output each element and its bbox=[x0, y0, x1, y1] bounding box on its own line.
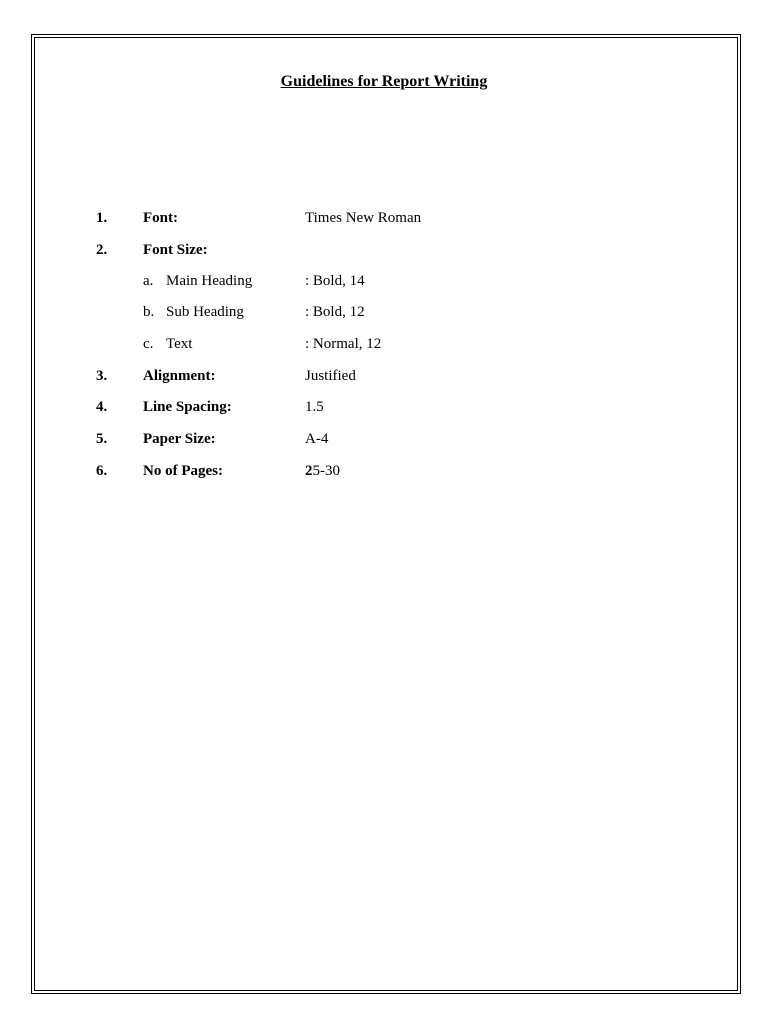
sub-item-letter: c. bbox=[143, 336, 154, 352]
item-label: Font Size: bbox=[143, 242, 208, 258]
item-value: A-4 bbox=[305, 431, 329, 447]
value-rest: 5-30 bbox=[312, 463, 340, 479]
value-bold-part: 2 bbox=[305, 463, 313, 479]
item-number: 6. bbox=[96, 463, 108, 479]
item-label: Alignment: bbox=[143, 368, 216, 384]
sub-item-label: Main Heading bbox=[166, 273, 253, 289]
item-number: 5. bbox=[96, 431, 108, 447]
sub-item-letter: a. bbox=[143, 273, 154, 289]
sub-item-value: : Normal, 12 bbox=[305, 336, 382, 352]
item-label: No of Pages: bbox=[143, 463, 223, 479]
item-number: 3. bbox=[96, 368, 108, 384]
sub-item-label: Text bbox=[166, 336, 193, 352]
document-title: Guidelines for Report Writing bbox=[280, 73, 488, 90]
item-label: Line Spacing: bbox=[143, 399, 232, 415]
item-number: 1. bbox=[96, 210, 108, 226]
sub-item-value: : Bold, 14 bbox=[305, 273, 365, 289]
sub-item-label: Sub Heading bbox=[166, 304, 244, 320]
item-label: Font: bbox=[143, 210, 178, 226]
item-value: Times New Roman bbox=[305, 210, 422, 226]
item-number: 2. bbox=[96, 242, 108, 258]
item-value bbox=[305, 461, 340, 481]
page-border bbox=[31, 34, 741, 994]
item-value: 1.5 bbox=[305, 399, 324, 415]
sub-item-letter: b. bbox=[143, 304, 155, 320]
item-number: 4. bbox=[96, 399, 108, 415]
item-label: Paper Size: bbox=[143, 431, 216, 447]
item-value: Justified bbox=[305, 368, 356, 384]
sub-item-value: : Bold, 12 bbox=[305, 304, 365, 320]
